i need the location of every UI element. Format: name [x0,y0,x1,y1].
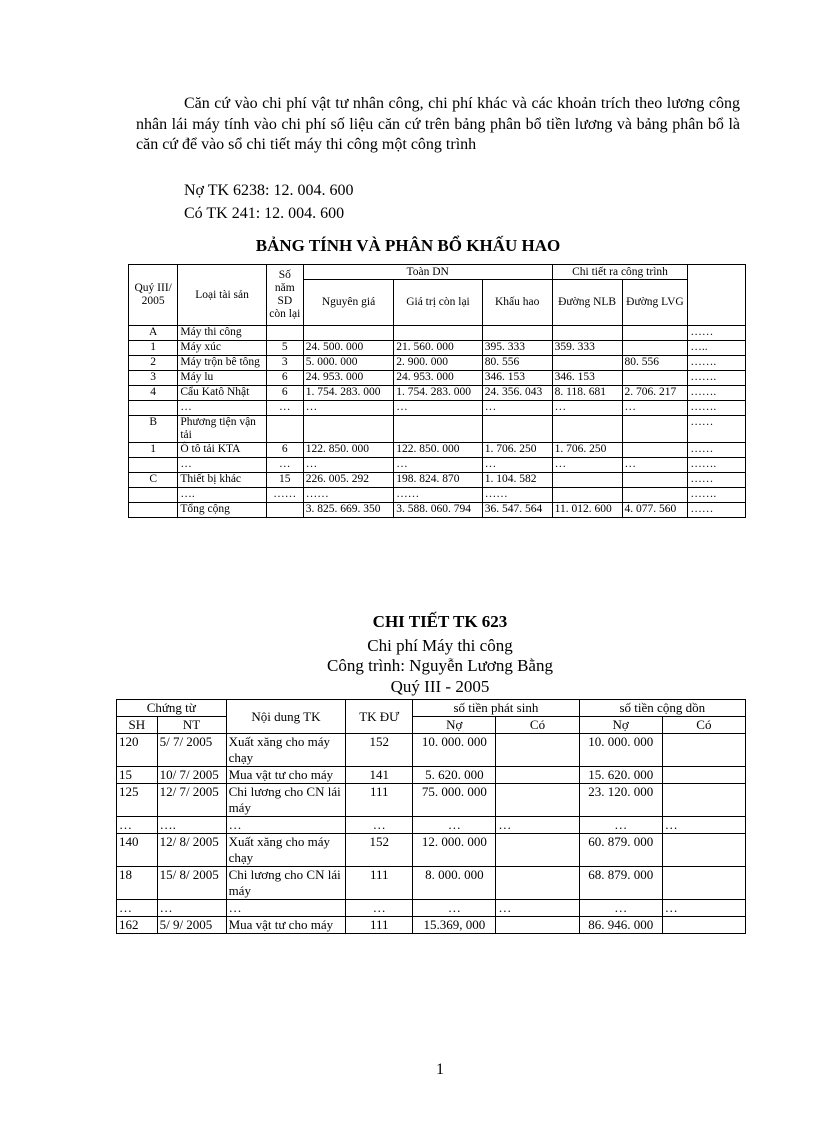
header-khau-hao: Khấu hao [482,280,552,326]
ledger-cell: Mua vật tư cho máy [226,767,346,784]
ledger-row [117,900,746,917]
table-cell: ……. [688,401,746,416]
ledger-cell: … [496,900,579,917]
table-cell [552,356,622,371]
header-loai-tai-san: Loại tài sản [178,265,266,326]
table-row [129,503,746,518]
ledger-cell: … [662,900,745,917]
table-cell: Máy thi công [178,326,266,341]
ledger-cell: …. [157,817,226,834]
ledger-cell: 162 [117,917,158,934]
table-cell: … [178,401,266,416]
table-cell: …… [688,473,746,488]
table-cell: … [482,458,552,473]
ledger-cell: … [662,817,745,834]
table-cell: … [266,458,303,473]
ledger-cell: 15 [117,767,158,784]
table-cell [303,326,393,341]
header-ps-no: Nợ [413,717,496,734]
header-chi-tiet: Chi tiết ra công trình [552,265,688,280]
table-row [129,458,746,473]
table-cell [622,326,688,341]
table-row [129,443,746,458]
table-cell [622,473,688,488]
ledger-cell: Chi lương cho CN lái máy [226,867,346,900]
ledger-cell: … [413,817,496,834]
table-cell: 5. 000. 000 [303,356,393,371]
table-cell: 226. 005. 292 [303,473,393,488]
table-cell [266,326,303,341]
ledger-subtitle: Chi phí Máy thi công [367,636,513,655]
table-cell [303,416,393,443]
ledger-cell: 15/ 8/ 2005 [157,867,226,900]
table-cell: 346. 153 [482,371,552,386]
table-cell: 21. 560. 000 [394,341,482,356]
table-cell: … [394,458,482,473]
ledger-cell: 120 [117,734,158,767]
ledger-cell [496,917,579,934]
ledger-cell: … [157,900,226,917]
table-cell: … [266,401,303,416]
table-cell: …. [178,488,266,503]
table-row [129,386,746,401]
table-cell: 6 [266,371,303,386]
table-cell: …… [688,326,746,341]
ledger-row [117,867,746,900]
ledger-cell: 18 [117,867,158,900]
table-cell: ……. [688,356,746,371]
table-cell: … [303,401,393,416]
ledger-title: CHI TIẾT TK 623 [372,612,508,631]
entry-debit: Nợ TK 6238: 12. 004. 600 [184,182,354,199]
ledger-cell: 5/ 7/ 2005 [157,734,226,767]
table-cell: 1. 706. 250 [552,443,622,458]
table-cell: 80. 556 [482,356,552,371]
ledger-cell [496,734,579,767]
page-number: 1 [436,1061,444,1078]
table-cell: … [552,401,622,416]
table-cell: ……. [688,386,746,401]
ledger-row [117,834,746,867]
ledger-cell [496,867,579,900]
ledger-cell: Chi lương cho CN lái máy [226,784,346,817]
table-cell: …… [303,488,393,503]
header-nlb: Đường NLB [552,280,622,326]
table-cell: C [129,473,178,488]
table-cell: Máy lu [178,371,266,386]
table-cell: 11. 012. 600 [552,503,622,518]
entry-credit: Có TK 241: 12. 004. 600 [184,205,345,222]
ledger-row [117,817,746,834]
ledger-cell: … [413,900,496,917]
table-cell [622,341,688,356]
table-cell: 122. 850. 000 [394,443,482,458]
table-cell: 1. 706. 250 [482,443,552,458]
header-phat-sinh: số tiền phát sinh [413,700,579,717]
table-cell: 2. 706. 217 [622,386,688,401]
table-cell [482,416,552,443]
table-cell: Máy xúc [178,341,266,356]
ledger-cell [662,767,745,784]
table-cell [552,473,622,488]
ledger-cell: 152 [346,834,413,867]
table-cell [552,416,622,443]
table-cell: …… [482,488,552,503]
ledger-cell: 12/ 7/ 2005 [157,784,226,817]
table-cell: 24. 500. 000 [303,341,393,356]
table-cell [129,458,178,473]
ledger-cell: … [226,900,346,917]
ledger-cell: … [117,817,158,834]
header-nguyen-gia: Nguyên giá [303,280,393,326]
table-cell: Máy trộn bê tông [178,356,266,371]
ledger-cell: … [346,900,413,917]
ledger-project: Công trình: Nguyễn Lương Bằng [327,656,553,675]
table-cell: 24. 953. 000 [303,371,393,386]
ledger-cell: 8. 000. 000 [413,867,496,900]
table-cell: … [303,458,393,473]
table-cell: … [622,401,688,416]
ledger-cell: 10. 000. 000 [579,734,662,767]
table-cell: 3. 588. 060. 794 [394,503,482,518]
ledger-cell: 15. 620. 000 [579,767,662,784]
header-cd-co: Có [662,717,745,734]
table-cell: 3 [266,356,303,371]
ledger-cell [662,734,745,767]
ledger-cell: 23. 120. 000 [579,784,662,817]
table-cell: 6 [266,443,303,458]
table-cell: …… [688,503,746,518]
header-noi-dung: Nội dung TK [226,700,346,734]
table-cell [394,416,482,443]
table-cell: Cẩu Katô Nhật [178,386,266,401]
table-cell: …… [688,416,746,443]
table-cell: 4. 077. 560 [622,503,688,518]
ledger-cell: 10. 000. 000 [413,734,496,767]
table-row [129,401,746,416]
ledger-row [117,734,746,767]
table-row [129,341,746,356]
table-cell: 3 [129,371,178,386]
header-chung-tu: Chứng từ [117,700,227,717]
table-cell [552,326,622,341]
ledger-cell: … [117,900,158,917]
header-cd-no: Nợ [579,717,662,734]
ledger-cell: 75. 000. 000 [413,784,496,817]
header-tk-du: TK ĐƯ [346,700,413,734]
table-cell: Tổng cộng [178,503,266,518]
table-row [129,326,746,341]
table-cell: … [482,401,552,416]
ledger-period: Quý III - 2005 [390,677,490,696]
table-cell: ……. [688,458,746,473]
table-cell: ……. [688,371,746,386]
table-cell [622,488,688,503]
ledger-cell: … [579,900,662,917]
table-cell: Ô tô tải KTA [178,443,266,458]
table-cell: Phương tiện vận tải [178,416,266,443]
ledger-cell [662,917,745,934]
table-cell: 1 [129,341,178,356]
ledger-cell: 5/ 9/ 2005 [157,917,226,934]
table-cell: 8. 118. 681 [552,386,622,401]
table-cell: … [178,458,266,473]
ledger-cell: … [226,817,346,834]
table-cell [394,326,482,341]
table-cell: 3. 825. 669. 350 [303,503,393,518]
table-cell: 24. 356. 043 [482,386,552,401]
header-so-nam: Số năm SD còn lại [266,265,303,326]
ledger-cell: 111 [346,867,413,900]
depreciation-table-title: BẢNG TÍNH VÀ PHÂN BỔ KHẤU HAO [255,236,561,255]
ledger-cell: … [579,817,662,834]
ledger-cell: 152 [346,734,413,767]
table-cell: Thiết bị khác [178,473,266,488]
ledger-row [117,917,746,934]
table-cell: B [129,416,178,443]
table-cell [622,416,688,443]
ledger-cell: 12. 000. 000 [413,834,496,867]
table-row [129,356,746,371]
ledger-cell [496,784,579,817]
header-gia-tri: Giá trị còn lại [394,280,482,326]
table-cell [552,488,622,503]
intro-paragraph: Căn cứ vào chi phí vật tư nhân công, chi phí khác và các khoản trích theo lương công nhân lái máy tính vào chi phí số liệu căn cứ trên bảng phân bổ tiền lương và bảng phân bổ là căn cứ để vào sổ chi tiết máy thi công một công trình [136,95,740,153]
header-ps-co: Có [496,717,579,734]
table-cell: 1. 754. 283. 000 [303,386,393,401]
table-cell: A [129,326,178,341]
table-cell: … [552,458,622,473]
header-lvg: Đường LVG [622,280,688,326]
table-cell: 1. 104. 582 [482,473,552,488]
table-cell: 6 [266,386,303,401]
table-cell: ….. [688,341,746,356]
ledger-cell: 111 [346,917,413,934]
table-row [129,488,746,503]
table-cell: …… [688,443,746,458]
ledger-cell: 15.369, 000 [413,917,496,934]
ledger-cell [496,767,579,784]
table-cell [266,416,303,443]
ledger-cell: Mua vật tư cho máy [226,917,346,934]
table-cell: … [622,458,688,473]
header-quy: Quý III/ 2005 [129,265,178,326]
ledger-cell [662,867,745,900]
table-row [129,473,746,488]
table-cell: 5 [266,341,303,356]
ledger-cell: 140 [117,834,158,867]
table-cell: 395. 333 [482,341,552,356]
ledger-cell: 10/ 7/ 2005 [157,767,226,784]
table-cell: 4 [129,386,178,401]
ledger-table [116,699,746,934]
table-cell: 198. 824. 870 [394,473,482,488]
ledger-cell: 60. 879. 000 [579,834,662,867]
table-cell [129,401,178,416]
table-cell: …… [266,488,303,503]
table-cell [129,488,178,503]
table-row [129,416,746,443]
ledger-row [117,784,746,817]
table-cell: 1. 754. 283. 000 [394,386,482,401]
table-cell: 80. 556 [622,356,688,371]
ledger-cell: 68. 879. 000 [579,867,662,900]
table-cell [622,443,688,458]
depreciation-table [128,264,746,518]
ledger-cell: 141 [346,767,413,784]
ledger-cell: … [496,817,579,834]
ledger-cell: Xuất xăng cho máy chạy [226,834,346,867]
header-cong-don: số tiền cộng dồn [579,700,745,717]
table-cell: … [394,401,482,416]
table-cell: 2. 900. 000 [394,356,482,371]
ledger-cell: Xuất xăng cho máy chạy [226,734,346,767]
table-cell: 122. 850. 000 [303,443,393,458]
table-cell: ……. [688,488,746,503]
table-cell: 36. 547. 564 [482,503,552,518]
ledger-row [117,767,746,784]
ledger-cell: … [346,817,413,834]
table-cell [266,503,303,518]
header-toan-dn: Toàn DN [303,265,552,280]
ledger-cell: 111 [346,784,413,817]
ledger-cell [662,834,745,867]
ledger-cell: 5. 620. 000 [413,767,496,784]
ledger-cell [496,834,579,867]
table-row [129,371,746,386]
ledger-cell [662,784,745,817]
header-sh: SH [117,717,158,734]
ledger-cell: 86. 946. 000 [579,917,662,934]
table-cell: 2 [129,356,178,371]
ledger-cell: 125 [117,784,158,817]
table-cell [129,503,178,518]
table-cell: …… [394,488,482,503]
table-cell: 15 [266,473,303,488]
ledger-cell: 12/ 8/ 2005 [157,834,226,867]
table-cell: 359. 333 [552,341,622,356]
table-cell [622,371,688,386]
table-cell [482,326,552,341]
table-cell: 346. 153 [552,371,622,386]
table-cell: 24. 953. 000 [394,371,482,386]
table-cell: 1 [129,443,178,458]
header-nt: NT [157,717,226,734]
